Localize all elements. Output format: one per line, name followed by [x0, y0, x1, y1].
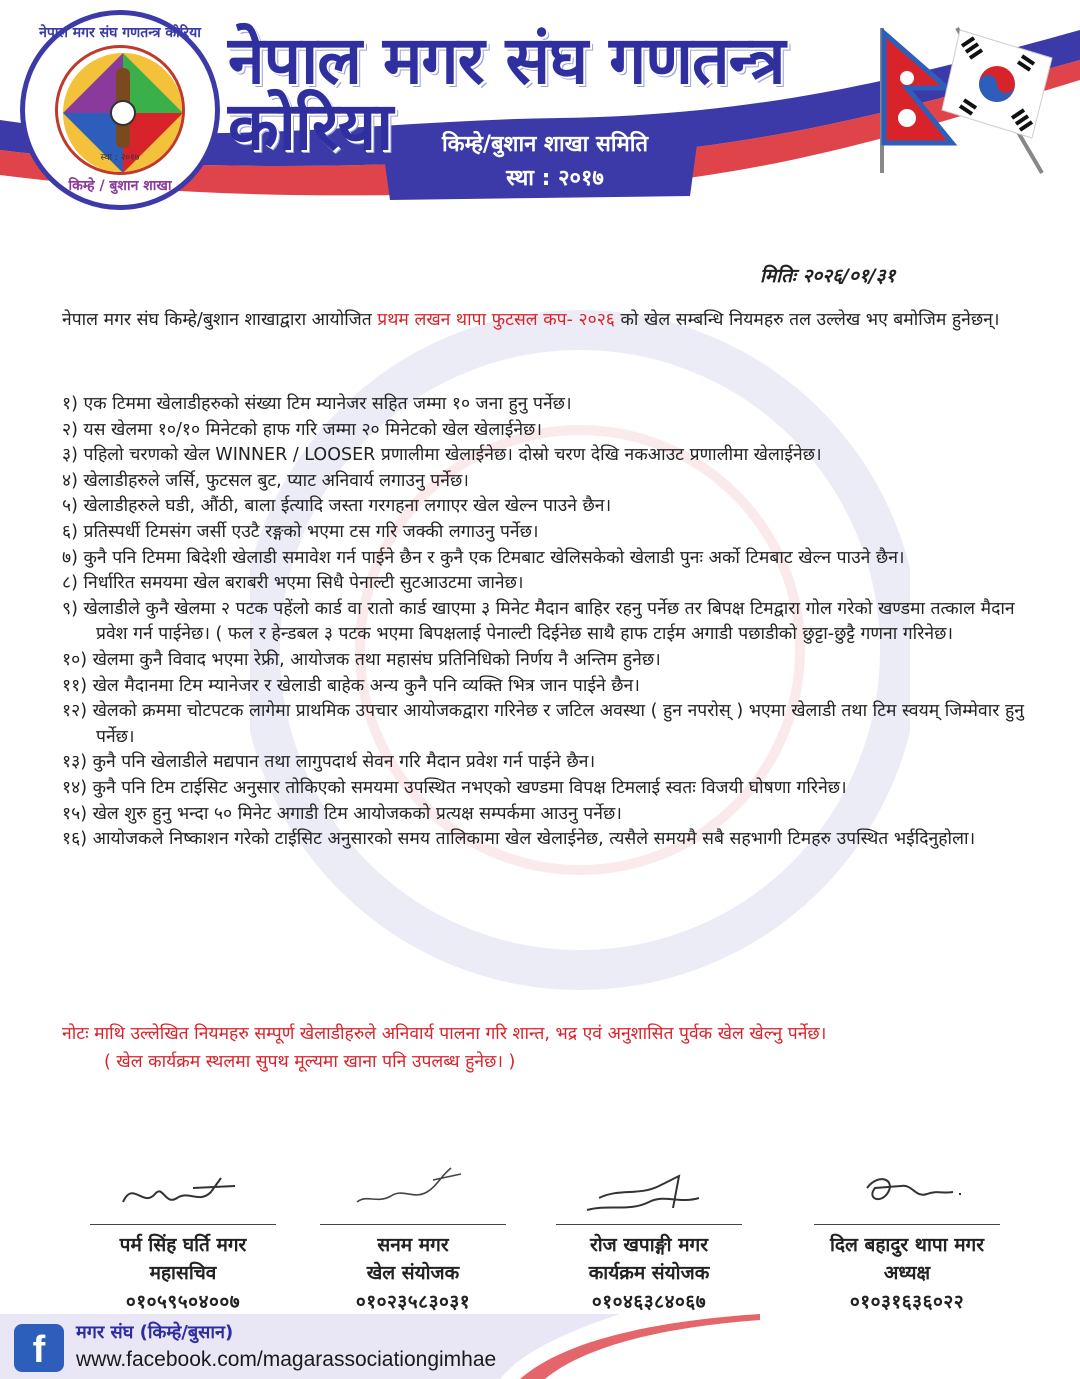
signatory-block — [298, 1158, 528, 1317]
signatory-title: कार्यक्रम संयोजक — [588, 1262, 710, 1284]
branch-name: किम्हे/बुशान शाखा समिति — [441, 132, 649, 157]
signature-line — [814, 1224, 1000, 1225]
note-text: नोटः माथि उल्लेखित नियमहरु सम्पूर्ण खेलाडीहरुले अनिवार्य पालना गरि शान्त, भद्र एवं अनुशासित पुर्वक खेल खेल्नु पर्नेछ। — [62, 1024, 827, 1044]
rule-item: १३) कुनै पनि खेलाडीले मद्यपान तथा लागुपदार्थ सेवन गरि मैदान प्रवेश गर्न पाईने छैन। — [62, 752, 596, 773]
signatory-phone: ०१०३१६३६०२२ — [849, 1291, 965, 1313]
letterhead — [0, 0, 1080, 215]
rule-item: ८) निर्धारित समयमा खेल बराबरी भएमा सिधै पेनाल्टी सुटआउटमा जानेछ। — [62, 573, 524, 594]
signatory-phone: ०१०२३५८३०३१ — [355, 1291, 471, 1313]
rule-item: १४) कुनै पनि टिम टाईसिट अनुसार तोकिएको समयमा उपस्थित नभएको खण्डमा विपक्ष टिमलाई स्वतः विजयी घोषणा गरिनेछ। — [62, 777, 847, 798]
rule-item: ३) पहिलो चरणको खेल WINNER / LOOSER प्रणालीमा खेलाईनेछ। दोस्रो चरण देखि नकआउट प्रणालीमा खेलाईनेछ। — [62, 445, 822, 466]
signatory-block — [792, 1158, 1022, 1317]
document-date: मितिः २०२६/०१/३१ — [760, 265, 896, 287]
intro-paragraph — [62, 306, 1032, 335]
signatory-block — [534, 1158, 764, 1317]
signature-image — [827, 1158, 987, 1222]
facebook-icon[interactable]: f — [14, 1324, 64, 1372]
rule-item: १०) खेलमा कुनै विवाद भएमा रेफ्री, आयोजक तथा महासंघ प्रतिनिधिको निर्णय नै अन्तिम हुनेछ। — [62, 649, 661, 670]
organization-logo — [20, 10, 220, 210]
rule-item: १) एक टिममा खेलाडीहरुको संख्या टिम म्यानेजर सहित जम्मा १० जना हुनु पर्नेछ। — [62, 394, 572, 414]
signature-image — [333, 1158, 493, 1222]
signatory-title: महासचिव — [149, 1262, 217, 1284]
rule-item: २) यस खेलमा १०/१० मिनेटको हाफ गरि जम्मा २० मिनेटको खेल खेलाईनेछ। — [62, 419, 542, 440]
rule-item: ११) खेल मैदानमा टिम म्यानेजर र खेलाडी बाहेक अन्य कुनै पनि व्यक्ति भित्र जान पाईने छैन। — [62, 675, 640, 696]
rule-item: ५) खेलाडीहरुले घडी, औंठी, बाला ईत्यादि जस्ता गरगहना लगाएर खेल खेल्न पाउने छैन। — [62, 496, 612, 517]
rule-item: ४) खेलाडीहरुले जर्सि, फुटसल बुट, प्याट अनिवार्य लगाउनु पर्नेछ। — [62, 470, 469, 491]
signatory-block — [68, 1158, 298, 1317]
facebook-url-link[interactable]: www.facebook.com/magarassociationgimhae — [76, 1348, 497, 1371]
signatory-name: रोज खपाङ्गी मगर — [589, 1234, 709, 1256]
footer — [0, 1314, 1080, 1379]
organization-name: नेपाल मगर संघ गणतन्त्र कोरिया — [228, 22, 785, 165]
note-subtext: ( खेल कार्यक्रम स्थलमा सुपथ मूल्यमा खाना पनि उपलब्ध हुनेछ। ) — [104, 1052, 516, 1072]
signature-image — [569, 1158, 729, 1222]
signature-line — [320, 1224, 506, 1225]
event-name: प्रथम लखन थापा फुटसल कप- २०२६ — [377, 310, 615, 330]
logo-text-top: नेपाल मगर संघ गणतन्त्र कोरिया — [39, 25, 201, 41]
signature-image — [103, 1158, 263, 1222]
rule-item: ६) प्रतिस्पर्धी टिमसंग जर्सी एउटै रङ्गको भएमा टस गरि जक्की लगाउनु पर्नेछ। — [62, 521, 539, 542]
signature-line — [90, 1224, 276, 1225]
signatory-name: दिल बहादुर थापा मगर — [829, 1234, 985, 1256]
rules-list — [62, 392, 1032, 853]
rule-item: १५) खेल शुरु हुनु भन्दा ५० मिनेट अगाडी टिम आयोजकको प्रत्यक्ष सम्पर्कमा आउनु पर्नेछ। — [62, 803, 622, 824]
intro-suffix: को खेल सम्बन्धि नियमहरु तल उल्लेख भए बमोजिम हुनेछन्। — [614, 310, 1000, 330]
intro-prefix: नेपाल मगर संघ किम्हे/बुशान शाखाद्वारा आयोजित — [62, 310, 378, 330]
facebook-page-name: मगर संघ (किम्हे/बुसान) — [76, 1322, 234, 1343]
established-year: स्था : २०१७ — [506, 166, 604, 191]
rule-item: ९) खेलाडीले कुनै खेलमा २ पटक पहेंलो कार्ड वा रातो कार्ड खाएमा ३ मिनेट मैदान बाहिर रहनु पर्नेछ तर बिपक्ष टिमद्वारा गोल गरेको खण्डमा तत्काल मैदान प्रवेश गर्न पाईनेछ। ( फल र हेन्डबल ३ पटक भएमा बिपक्षलाई पेनाल्टी दिईनेछ साथै हाफ टाईम अगाडी पछाडीको छुट्टा-छुट्टै गणना गरिनेछ। — [62, 598, 1015, 645]
signatory-phone: ०१०५९५०४००७ — [125, 1291, 241, 1313]
nepal-korea-flags-icon — [862, 18, 1062, 178]
signatory-title: अध्यक्ष — [883, 1262, 931, 1284]
logo-text-bottom: किम्हे / बुशान शाखा — [68, 178, 172, 194]
logo-year: स्था : २०१७ — [100, 153, 140, 163]
signatory-title: खेल संयोजक — [366, 1262, 460, 1284]
rule-item: ७) कुनै पनि टिममा बिदेशी खेलाडी समावेश गर्न पाईने छैन र कुनै एक टिमबाट खेलिसकेको खेलाडी पुनः अर्को टिमबाट खेल्न पाउने छैन। — [62, 547, 905, 568]
signatory-phone: ०१०४६३८४०६७ — [591, 1291, 707, 1313]
signature-line — [556, 1224, 742, 1225]
rule-item: १६) आयोजकले निष्काशन गरेको टाईसिट अनुसारको समय तालिकामा खेल खेलाईनेछ, त्यसैले समयमै सबै सहभागी टिमहरु उपस्थित भईदिनुहोला। — [62, 829, 976, 850]
rule-item: १२) खेलको क्रममा चोटपटक लागेमा प्राथमिक उपचार आयोजकद्वारा गरिनेछ र जटिल अवस्था ( हुन नपरोस् ) भएमा खेलाडी तथा टिम स्वयम् जिम्मेवार हुनु पर्नेछ। — [62, 701, 1024, 747]
signatory-name: पर्म सिंह घर्ति मगर — [119, 1234, 247, 1256]
signatory-name: सनम मगर — [377, 1234, 449, 1256]
